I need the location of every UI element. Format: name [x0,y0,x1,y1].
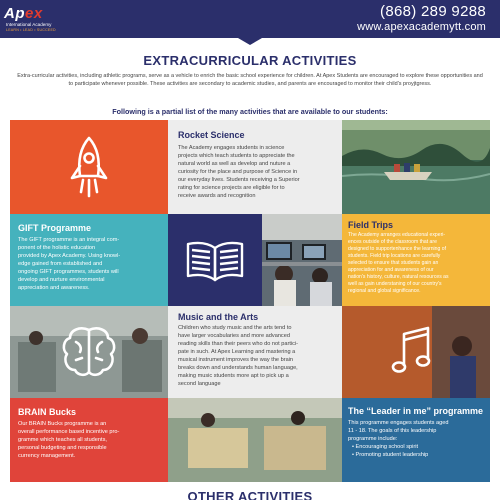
photo-computer-lab [262,214,342,306]
intro-paragraph: Extra-curricular activities, including athletic programs, serve as a vehicle to enrich the basic school experience for children. At Apex Students are encouraged to explore these opportunities and to participate whenever possible. These activities are secondary to academic studies, and parents are encouraged to monitor their child's proyjtgress. [17,73,483,87]
rocket-science-card [168,120,342,214]
music-arts-card [168,306,342,398]
music-note-icon [342,306,490,398]
photo-board-games [168,398,342,482]
photo-brain-overlay [10,306,168,398]
brain-bucks-description: Our BRAIN Bucks programme is an overall performance based incentive pro- gramme which teaches all students, personal budgeting and responsible currency management. [18,421,120,459]
list-item: • Encouraging school spirit [352,444,448,452]
open-book-icon [168,214,262,306]
leader-in-me-title: The “Leader in me” programme [348,406,484,416]
apex-logo[interactable] [4,5,92,35]
music-arts-title: Music and the Arts [178,312,259,322]
logo-tagline: LEARN • LEAD • SUCCEED [6,28,56,32]
music-icon-tile [342,306,490,398]
rocket-science-description: The Academy engages students in science projects which teach students to appreciate the natural world as well as develop and nuture a curiosity for the place and purpose of Science in our everyday lives. Students receiving a Superior rating for science projects are eligible for to receive awards and recognition [178,145,300,199]
page-title: EXTRACURRICULAR ACTIVITIES [143,53,357,68]
brain-bucks-card [10,398,168,482]
partial-list-heading: Following is a partial list of the many activities that are available to our students: [112,107,388,116]
rocket-icon [10,120,168,214]
list-item: • Promoting student leadership [352,452,448,460]
mangrove-photo-image [342,120,490,214]
other-activities-title: OTHER ACTIVITIES [187,489,313,500]
computer-lab-photo-image [262,214,342,306]
gift-programme-title: GIFT Programme [18,223,92,233]
website-link[interactable]: www.apexacademytt.com [357,21,486,33]
phone-number[interactable]: (868) 289 9288 [380,3,486,20]
brain-icon [10,306,168,398]
logo-wordmark: Apex [4,5,43,22]
header-notch [238,38,262,45]
rocket-science-title: Rocket Science [178,130,245,140]
gift-programme-description: The GIFT programme is an integral com- ponent of the holistic education provided by Apex Academy. Using knowl- edge gained from established and ongoing GIFT programmes, students will develop and nurture environmental appreciation and awareness. [18,237,121,291]
rocket-icon-tile [10,120,168,214]
logo-subtitle: International Academy [6,22,52,27]
music-arts-description: Children who study music and the arts tend to have larger vocabularies and more advanced reading skills than their peers who do not partici- pate in such. At Apex Learning and mastering a musical instrument improves the way the brain breaks down and understands human language, making music students more apt to pick up a second language [178,325,299,387]
gift-programme-card [10,214,168,306]
leader-in-me-description: This programme engages students aged 11 - 18. The goals of this leadership programme include: • Encouraging school spirit • Promoting student leadership [348,420,448,460]
header-banner [0,0,500,38]
field-trips-title: Field Trips [348,220,394,230]
field-trips-card [342,214,490,306]
board-games-photo-image [168,398,342,482]
book-icon-tile [168,214,262,306]
field-trips-description: The Academy arranges educational experi- ences outside of the classroom that are designed to supportenhance the learning of students. Field trip locations are carefully selected to ensure that students gain an appreciation for and awareness of our nation's history, culture, natural resources as well as gain understaning of our country's regional and global significance. [348,232,449,295]
leader-goals-list [352,444,448,460]
photo-mangrove-boat [342,120,490,214]
brain-bucks-title: BRAIN Bucks [18,407,77,417]
leader-in-me-card [342,398,490,482]
